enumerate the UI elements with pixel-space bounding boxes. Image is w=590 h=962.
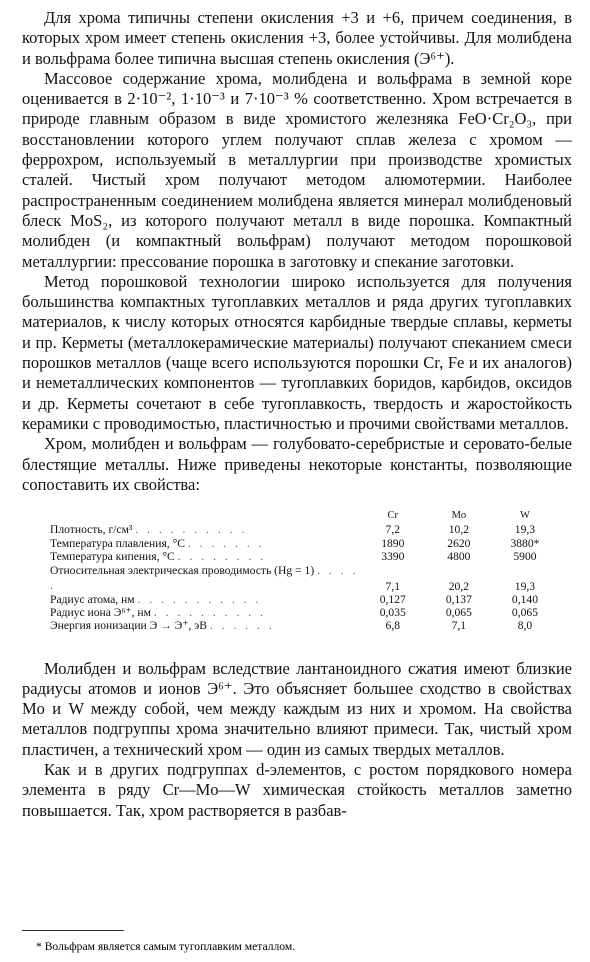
column-header-mo: Mo xyxy=(451,510,467,522)
value-cell: 7,1 xyxy=(385,579,401,593)
value-cell: 19,3 xyxy=(514,523,536,537)
value-cell: 5900 xyxy=(513,549,537,563)
value-cell: 3880* xyxy=(510,536,540,550)
table-row-density: Плотность, г/см³ . . . . . . . . . . 7,2 10,2 19,3 xyxy=(50,523,558,536)
value-cell: 0,065 xyxy=(445,606,472,620)
table-row-ionization-energy: Энергия ионизации Э → Э⁺, эВ . . . . . . 6,8 7,1 8,0 xyxy=(50,619,558,632)
table-header-row xyxy=(50,509,558,523)
table-row-conductivity: Относительная электрическая проводимость (Hg = 1) . . . . . 7,1 20,2 19,3 xyxy=(50,563,558,593)
paragraph-oxidation-states: Для хрома типичны степени окисления +3 и +6, причем соединения, в которых хром имеет степень окисления +3, более устойчивы. Для молибдена и вольфрама более типична высшая степень окисления (Э⁶⁺). xyxy=(22,8,572,68)
column-header-cr: Cr xyxy=(387,510,399,522)
value-cell: 10,2 xyxy=(448,523,470,537)
row-label: Энергия ионизации Э → Э⁺, эВ xyxy=(50,619,207,633)
value-cell: 0,065 xyxy=(511,606,538,620)
row-label: Температура плавления, °С xyxy=(50,536,185,550)
value-cell: 20,2 xyxy=(448,579,470,593)
value-cell: 1890 xyxy=(381,536,405,550)
value-cell: 4800 xyxy=(447,549,471,563)
table-row-boiling-point: Температура кипения, °С . . . . . . . . 3390 4800 5900 xyxy=(50,550,558,563)
value-cell: 8,0 xyxy=(517,619,533,633)
value-cell: 7,1 xyxy=(451,619,467,633)
table-row-atomic-radius: Радиус атома, нм . . . . . . . . . . . 0,127 0,137 0,140 xyxy=(50,593,558,606)
value-cell: 0,127 xyxy=(379,592,406,606)
paragraph-lanthanide-contraction: Молибден и вольфрам вследствие лантаноидного сжатия имеют близкие радиусы атомов и ионов Э⁶⁺. Это объясняет большее сходство в свойствах Mo и W между собой, чем между каждым из них и хромом. На свойства металлов подгруппы хрома значительно влияют примеси. Так, чистый хром пластичен, а технический хром — один из самых твердых металлов. xyxy=(22,658,572,759)
table-row-ion-radius: Радиус иона Э⁶⁺, нм . . . . . . . . . . 0,035 0,065 0,065 xyxy=(50,606,558,619)
row-label: Плотность, г/см³ xyxy=(50,523,133,537)
paragraph-appearance: Хром, молибден и вольфрам — голубовато-серебристые и серовато-белые блестящие металлы. Ниже приведены некоторые константы, позволяющие сопоставить их свойства: xyxy=(22,434,572,494)
value-cell: 0,035 xyxy=(379,606,406,620)
properties-table xyxy=(50,509,558,632)
value-cell: 7,2 xyxy=(385,523,401,537)
row-label: Температура кипения, °С xyxy=(50,549,175,563)
column-header-w: W xyxy=(519,510,530,522)
value-cell: 6,8 xyxy=(385,619,401,633)
paragraph-abundance: Массовое содержание хрома, молибдена и вольфрама в земной коре оценивается в 2·10⁻², 1·10⁻³ и 7·10⁻³ % соответственно. Хром встречается в природе главным образом в виде хромистого железняка FeO·Cr₂O₃, при восстановлении которого углем получают сплав железа с хромом — феррохром, используемый в металлургии при производстве хромистых сталей. Чистый хром получают методом алюмотермии. Наиболее распространенным соединением молибдена является минерал молибденовый блеск MoS₂, из которого получают металл в виде порошка. Компактный молибден (и компактный вольфрам) получают методом порошковой металлургии: прессование порошка в заготовку и спекание заготовки. xyxy=(22,68,572,271)
value-cell: 19,3 xyxy=(514,579,536,593)
value-cell: 0,140 xyxy=(511,592,538,606)
value-cell: 2620 xyxy=(447,536,471,550)
footnote: * Вольфрам является самым тугоплавким металлом. xyxy=(36,940,296,953)
paragraph-chemical-stability: Как и в других подгруппах d-элементов, с ростом порядкового номера элемента в ряду Cr—Mo—W химическая стойкость металлов заметно повышается. Так, хром растворяется в разбав- xyxy=(22,760,572,820)
footnote-rule xyxy=(22,930,124,931)
row-label: Радиус иона Э⁶⁺, нм xyxy=(50,606,151,620)
paragraph-powder-technology: Метод порошковой технологии широко используется для получения большинства компактных тугоплавких металлов и ряда других тугоплавких материалов, к числу которых относятся карбидные твердые сплавы, керметы и пр. Керметы (металлокерамические материалы) получают спеканием смеси порошков металлов (чаще всего используются порошки Cr, Fe и их аналогов) и неметаллических компонентов — тугоплавких боридов, карбидов, оксидов и др. Керметы сочетают в себе тугоплавкость, твердость и жаростойкость керамики с проводимостью, пластичностью и прочими свойствами металлов. xyxy=(22,271,572,433)
value-cell: 0,137 xyxy=(445,592,472,606)
row-label: Относительная электрическая проводимость (Hg = 1) xyxy=(50,563,315,577)
value-cell: 3390 xyxy=(381,549,405,563)
row-label: Радиус атома, нм xyxy=(50,592,135,606)
table-row-melting-point: Температура плавления, °С . . . . . . . 1890 2620 3880* xyxy=(50,537,558,550)
